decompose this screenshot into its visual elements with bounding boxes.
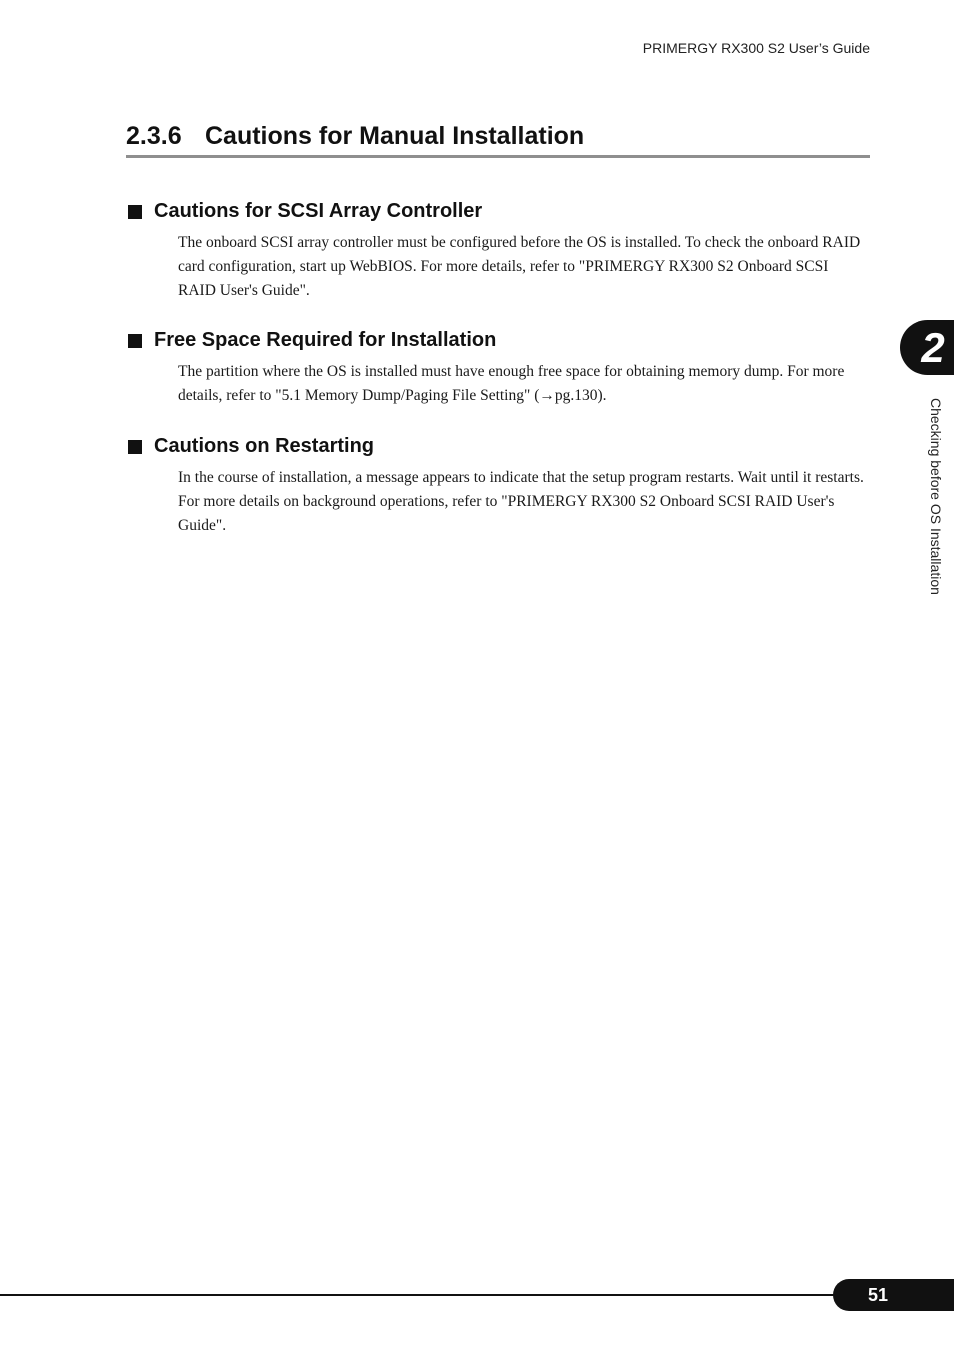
- subsection-body: [178, 360, 870, 408]
- subsection-heading: [128, 200, 870, 223]
- section-title-text: Cautions for Manual Installation: [205, 122, 585, 150]
- subsection-title: Free Space Required for Installation: [154, 329, 497, 351]
- subsection-restarting: [128, 435, 870, 538]
- paragraph: The onboard SCSI array controller must be configured before the OS is installed. To check the onboard RAID card configuration, start up WebBIOS. For more details, refer to "PRIMERGY RX300 S2 Onboard SCSI RAID User's Guide".: [178, 234, 861, 299]
- square-bullet-icon: [128, 334, 142, 348]
- subsection-heading: [128, 329, 870, 352]
- section-title: [126, 122, 870, 158]
- page-number: 51: [867, 1285, 889, 1305]
- square-bullet-icon: [128, 205, 142, 219]
- chapter-title-vertical: Checking before OS Installation: [928, 398, 944, 595]
- subsection-heading: [128, 435, 870, 458]
- subsection-body: [178, 466, 870, 538]
- subsection-body: [178, 231, 870, 303]
- paragraph: The partition where the OS is installed must have enough free space for obtaining memory dump. For more details, refer to "5.1 Memory Dump/Paging File Setting" (→pg.130).: [178, 363, 845, 404]
- subsection-title: Cautions on Restarting: [154, 435, 375, 457]
- subsection-free-space: [128, 329, 870, 408]
- chapter-number: 2: [921, 324, 945, 371]
- section-number: 2.3.6: [126, 122, 182, 150]
- square-bullet-icon: [128, 440, 142, 454]
- footer-rule: [0, 1294, 840, 1296]
- running-header: PRIMERGY RX300 S2 User’s Guide: [642, 40, 870, 56]
- subsection-scsi-array: [128, 200, 870, 303]
- paragraph: For more details on background operations, refer to "PRIMERGY RX300 S2 Onboard SCSI RAID User's Guide".: [178, 493, 835, 534]
- paragraph: In the course of installation, a message appears to indicate that the setup program restarts. Wait until it restarts.: [178, 469, 864, 486]
- subsection-title: Cautions for SCSI Array Controller: [154, 200, 483, 222]
